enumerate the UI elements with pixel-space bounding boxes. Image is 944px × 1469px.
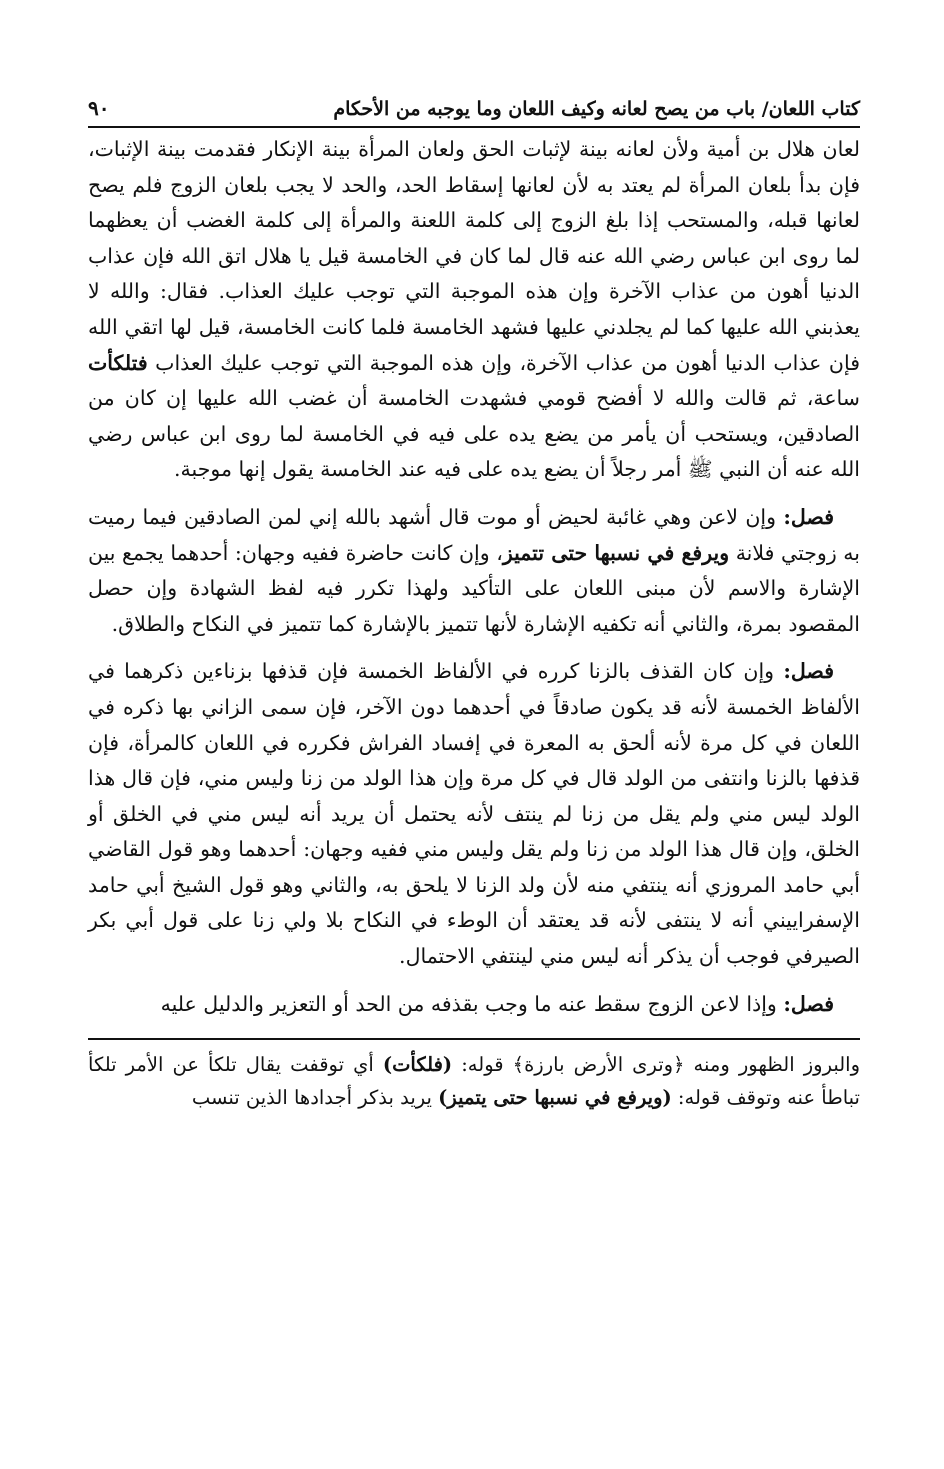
main-text — [88, 132, 860, 1022]
footnote-divider — [88, 1038, 860, 1040]
text-run: ، وإن كانت حاضرة ففيه وجهان: أحدهما يجمع بين الإشارة والاسم لأن مبنى اللعان على التأكيد ولهذا تكرر فيه لفظ الشهادة وإن حصل المقصود بمرة، والثاني أنه تكفيه الإشارة لأنها تتميز بالإشارة كما تتميز في النكاح والطلاق. — [88, 540, 860, 636]
bold-term: فتلكأت — [88, 350, 148, 375]
footnote-term: (فلكأت) — [382, 1053, 453, 1077]
paragraph-1 — [88, 132, 860, 488]
section-marker: فصل: — [783, 659, 834, 684]
footnotes — [88, 1048, 860, 1114]
paragraph-3 — [88, 654, 860, 974]
paragraph-2 — [88, 500, 860, 642]
text-run: لعان هلال بن أمية ولأن لعانه بينة لإثبات الحق ولعان المرأة بينة الإنكار فقدمت بينة الإثبات، فإن بدأ بلعان المرأة لم يعتد به لأن لعانها إسقاط الحد، والحد لا يجب بلعان الزوج فلم يصح لعانها قبله، والمستحب إذا بلغ الزوج إلى كلمة اللعنة والمرأة إلى كلمة الغضب أن يعظهما لما روى ابن عباس رضي الله عنه قال لما كان في الخامسة قيل يا هلال اتق الله فإن عذاب الدنيا أهون من عذاب الآخرة وإن هذه الموجبة التي توجب عليك العذاب. فقال: والله لا يعذبني الله عليها كما لم يجلدني عليها فشهد الخامسة فلما كانت الخامسة، قيل لها اتقي الله فإن عذاب الدنيا أهون من عذاب الآخرة، وإن هذه الموجبة التي توجب عليك العذاب — [88, 137, 860, 375]
paragraph-4 — [88, 987, 860, 1023]
chapter-title: كتاب اللعان/ باب من يصح لعانه وكيف اللعان وما يوجبه من الأحكام — [333, 98, 860, 120]
footnote-run: أي توقفت يقال تلكأ عن الأمر تلكأ تباطأ عنه وتوقف قوله: — [88, 1053, 860, 1110]
text-run: وإن لاعن وهي غائبة لحيض أو موت قال أشهد بالله إني لمن الصادقين فيما رميت به زوجتي فلانة — [88, 504, 860, 565]
scan-artifact — [285, 1418, 325, 1426]
text-run: وإن كان القذف بالزنا كرره في الألفاظ الخمسة فإن قذفها بزناءين ذكرهما في الألفاظ الخمسة لأنه قد يكون صادقاً في أحدهما دون الآخر، فإن سمى الزاني بها ذكره في اللعان في كل مرة لأنه ألحق به المعرة في إفساد الفراش فكرره في اللعان كالمرأة، فإن قذفها بالزنا وانتفى من الولد قال في كل مرة وإن هذا الولد من زنا وليس مني، فإن قال هذا الولد ليس مني ولم يقل من زنا لم ينتف لأنه يحتمل أن يريد أنه ليس مني في الخلق أو الخلق، وإن قال هذا الولد من زنا ولم يقل وليس مني ففيه وجهان: أحدهما وهو قول القاضي أبي حامد المروزي أنه ينتفي منه لأن ولد الزنا لا يلحق به، والثاني وهو قول الشيخ أبي حامد الإسفراييني أنه لا ينتفى لأنه قد يعتقد أن الوطء في النكاح بلا ولي زنا على قول أبي بكر الصيرفي فوجب أن يذكر أنه ليس مني لينتفي الاحتمال. — [88, 659, 860, 969]
page-number: ٩٠ — [88, 96, 110, 120]
footnote-term: (ويرفع في نسبها حتى يتميز) — [438, 1086, 672, 1110]
section-marker: فصل: — [783, 504, 834, 529]
text-run: ساعة، ثم قالت والله لا أفضح قومي فشهدت الخامسة أن غضب الله عليها إن كان من الصادقين، ويستحب أن يأمر من يضع يده على فيه في الخامسة لما روى ابن عباس رضي الله عنه أن النبي ﷺ أمر رجلاً أن يضع يده على فيه عند الخامسة يقول إنها موجبة. — [88, 386, 860, 482]
bold-term: ويرفع في نسبها حتى تتميز — [502, 540, 730, 565]
text-run: وإذا لاعن الزوج سقط عنه ما وجب بقذفه من الحد أو التعزير والدليل عليه — [160, 991, 784, 1016]
running-header — [88, 96, 860, 128]
footnote-run: والبروز الظهور ومنه ﴿وترى الأرض بارزة﴾ قوله: — [452, 1053, 860, 1077]
section-marker: فصل: — [783, 991, 834, 1016]
footnote-run: يريد بذكر أجدادها الذين تنسب — [191, 1086, 439, 1110]
document-page — [88, 96, 860, 1114]
